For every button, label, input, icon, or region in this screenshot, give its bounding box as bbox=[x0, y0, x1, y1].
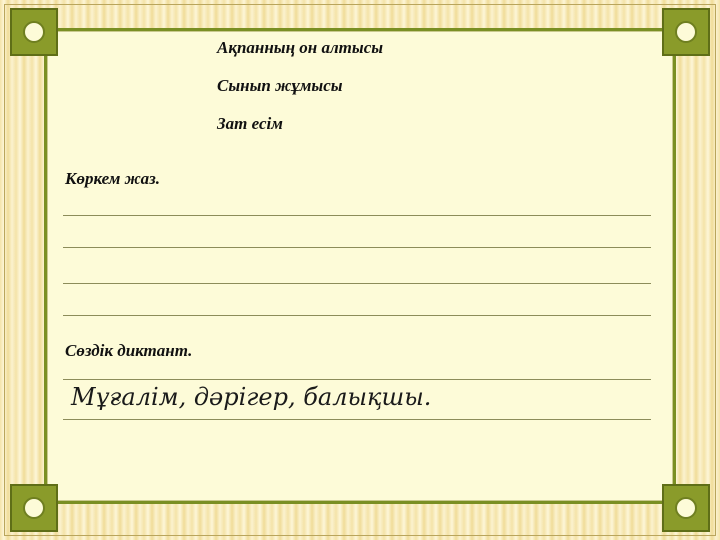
writing-line-1 bbox=[63, 215, 651, 216]
task-label-handwriting: Көркем жаз. bbox=[65, 169, 161, 188]
heading-classwork: Сынып жұмысы bbox=[217, 76, 343, 95]
heading-topic: Зат есім bbox=[217, 114, 283, 133]
corner-bead-icon bbox=[23, 497, 45, 519]
writing-line-5 bbox=[63, 379, 651, 380]
writing-line-4 bbox=[63, 315, 651, 316]
corner-bead-icon bbox=[675, 21, 697, 43]
writing-line-2 bbox=[63, 247, 651, 248]
writing-line-6 bbox=[63, 419, 651, 420]
corner-bead-icon bbox=[23, 21, 45, 43]
corner-ornament-bottom-left bbox=[10, 484, 58, 532]
heading-block bbox=[217, 39, 637, 153]
corner-ornament-top-left bbox=[10, 8, 58, 56]
handwritten-answer: Мұғалім, дәрігер, балықшы. bbox=[71, 383, 432, 411]
corner-ornament-bottom-right bbox=[662, 484, 710, 532]
writing-line-3 bbox=[63, 283, 651, 284]
corner-bead-icon bbox=[675, 497, 697, 519]
task-label-dictation: Сөздік диктант. bbox=[65, 341, 193, 360]
paper-panel bbox=[44, 28, 676, 504]
corner-ornament-top-right bbox=[662, 8, 710, 56]
slide-content bbox=[47, 31, 679, 507]
heading-date: Ақпанның он алтысы bbox=[217, 38, 384, 57]
